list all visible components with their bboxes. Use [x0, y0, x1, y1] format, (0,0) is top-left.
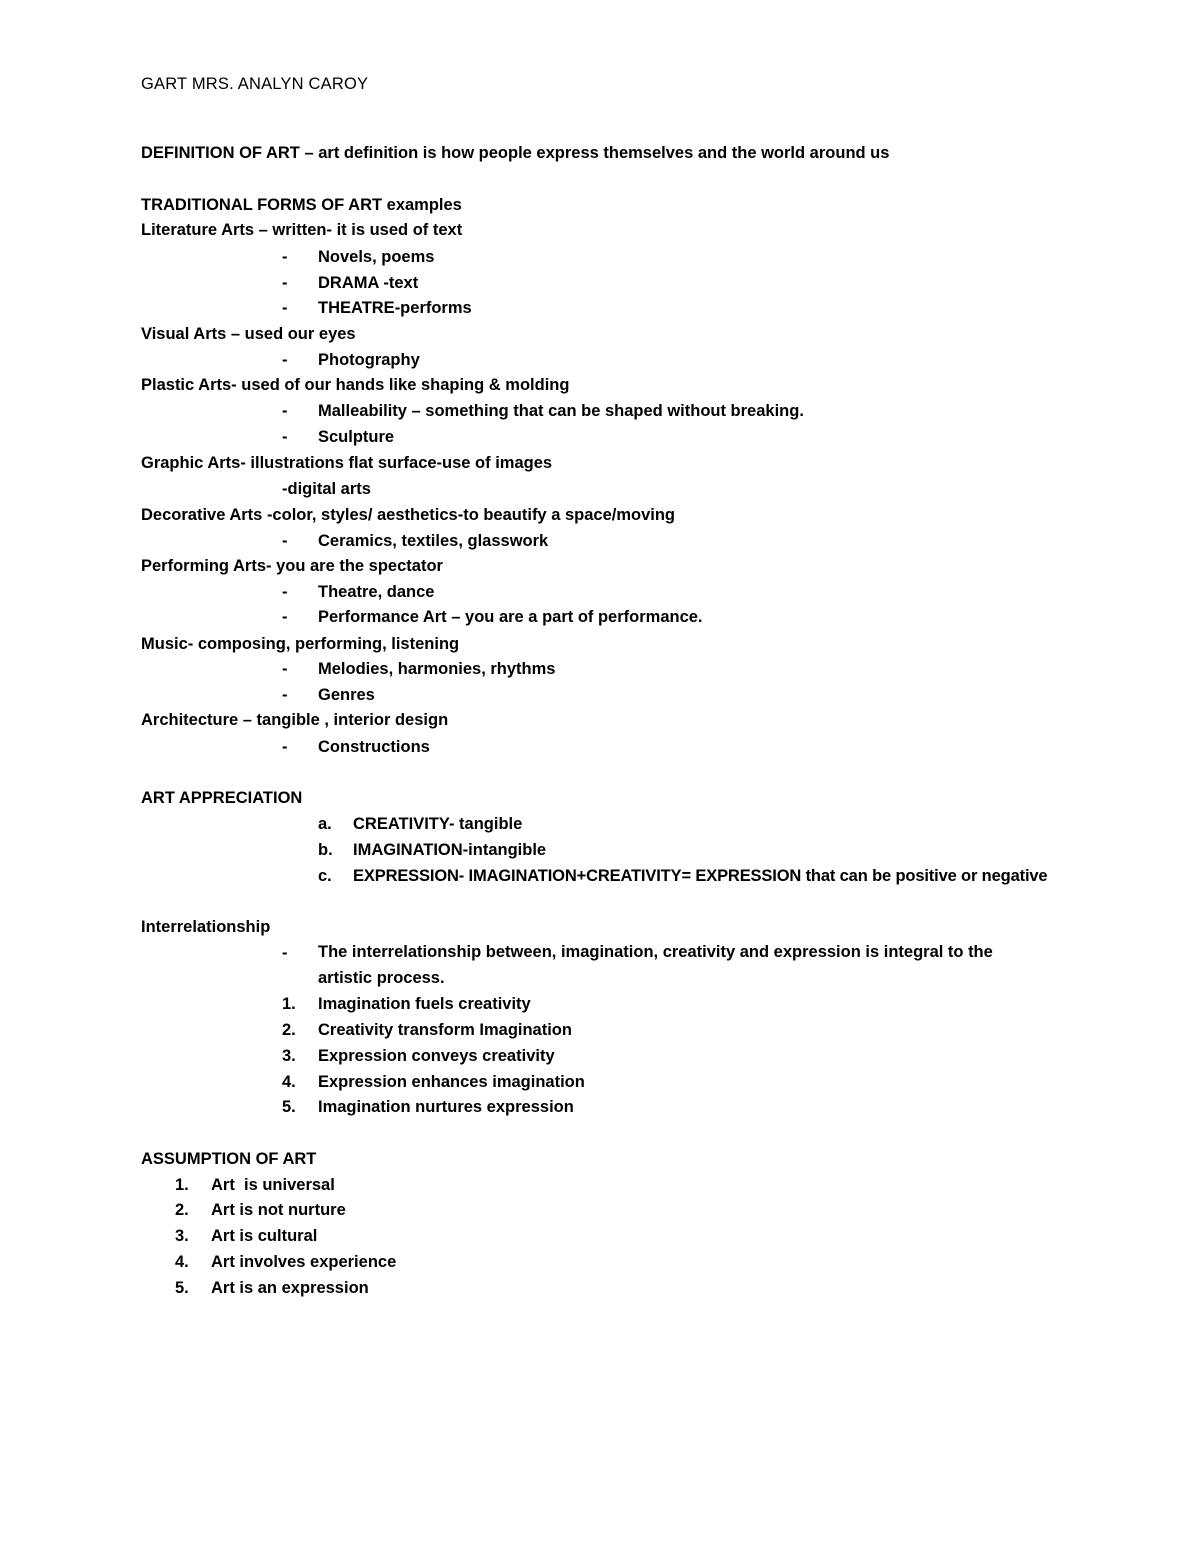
bullet-dash: -	[282, 583, 288, 601]
literature-title: Literature Arts – written- it is used of text	[141, 221, 463, 239]
list-item: Expression enhances imagination	[318, 1073, 585, 1091]
list-marker: 3.	[175, 1227, 189, 1245]
list-marker: 4.	[282, 1073, 296, 1091]
list-item: Creativity transform Imagination	[318, 1021, 572, 1039]
list-item: Imagination fuels creativity	[318, 995, 531, 1013]
interrelationship-heading: Interrelationship	[141, 918, 271, 936]
list-marker: 5.	[282, 1098, 296, 1116]
list-marker: 3.	[282, 1047, 296, 1065]
graphic-sub: -digital arts	[282, 480, 371, 498]
list-item: Sculpture	[318, 428, 395, 446]
bullet-dash: -	[282, 274, 288, 292]
bullet-dash: -	[282, 944, 288, 962]
list-marker: c.	[318, 867, 332, 885]
list-marker: 1.	[282, 995, 296, 1013]
visual-title: Visual Arts – used our eyes	[141, 325, 356, 343]
list-item: Art is cultural	[211, 1227, 318, 1245]
list-marker: 2.	[175, 1201, 189, 1219]
bullet-dash: -	[282, 686, 288, 704]
list-item: Ceramics, textiles, glasswork	[318, 532, 549, 550]
bullet-dash: -	[282, 248, 288, 266]
bullet-dash: -	[282, 532, 288, 550]
list-marker: b.	[318, 841, 333, 859]
definition-label: DEFINITION OF ART	[141, 144, 300, 162]
list-item: DRAMA -text	[318, 274, 419, 292]
assumption-heading: ASSUMPTION OF ART	[141, 1150, 317, 1168]
graphic-title: Graphic Arts- illustrations flat surface-use of images	[141, 454, 553, 472]
list-marker: 5.	[175, 1279, 189, 1297]
list-item: Expression conveys creativity	[318, 1047, 555, 1065]
list-item: IMAGINATION-intangible	[353, 841, 547, 859]
list-item: Novels, poems	[318, 248, 435, 266]
list-item: Theatre, dance	[318, 583, 435, 601]
definition-line	[141, 143, 889, 163]
list-marker: 2.	[282, 1021, 296, 1039]
architecture-title: Architecture – tangible , interior design	[141, 711, 449, 729]
list-marker: a.	[318, 815, 332, 833]
list-item: Art is universal	[211, 1176, 335, 1194]
bullet-dash: -	[282, 299, 288, 317]
music-title: Music- composing, performing, listening	[141, 635, 460, 653]
list-item: Photography	[318, 351, 420, 369]
list-item: Performance Art – you are a part of performance.	[318, 608, 703, 626]
list-item: EXPRESSION- IMAGINATION+CREATIVITY= EXPRESSION that can be positive or negative	[353, 867, 1048, 885]
appreciation-heading: ART APPRECIATION	[141, 789, 303, 807]
bullet-dash: -	[282, 738, 288, 756]
bullet-dash: -	[282, 351, 288, 369]
decorative-title: Decorative Arts -color, styles/ aesthetics-to beautify a space/moving	[141, 506, 675, 524]
list-item: Constructions	[318, 738, 430, 756]
list-item: Melodies, harmonies, rhythms	[318, 660, 556, 678]
list-item: Malleability – something that can be shaped without breaking.	[318, 402, 804, 420]
list-item: Art is not nurture	[211, 1201, 346, 1219]
definition-text: – art definition is how people express themselves and the world around us	[299, 144, 890, 162]
bullet-dash: -	[282, 608, 288, 626]
plastic-title: Plastic Arts- used of our hands like shaping & molding	[141, 376, 570, 394]
list-marker: 4.	[175, 1253, 189, 1271]
list-item: Genres	[318, 686, 375, 704]
list-item: Art is an expression	[211, 1279, 369, 1297]
bullet-dash: -	[282, 402, 288, 420]
document-header: GART MRS. ANALYN CAROY	[141, 75, 369, 93]
bullet-dash: -	[282, 660, 288, 678]
list-item: THEATRE-performs	[318, 299, 472, 317]
list-item: Imagination nurtures expression	[318, 1098, 574, 1116]
bullet-dash: -	[282, 428, 288, 446]
traditional-heading: TRADITIONAL FORMS OF ART examples	[141, 196, 462, 214]
list-item: Art involves experience	[211, 1253, 397, 1271]
list-item: CREATIVITY- tangible	[353, 815, 523, 833]
performing-title: Performing Arts- you are the spectator	[141, 557, 443, 575]
list-marker: 1.	[175, 1176, 189, 1194]
interrelationship-intro: The interrelationship between, imagination, creativity and expression is integral to the artistic process.	[318, 943, 993, 987]
